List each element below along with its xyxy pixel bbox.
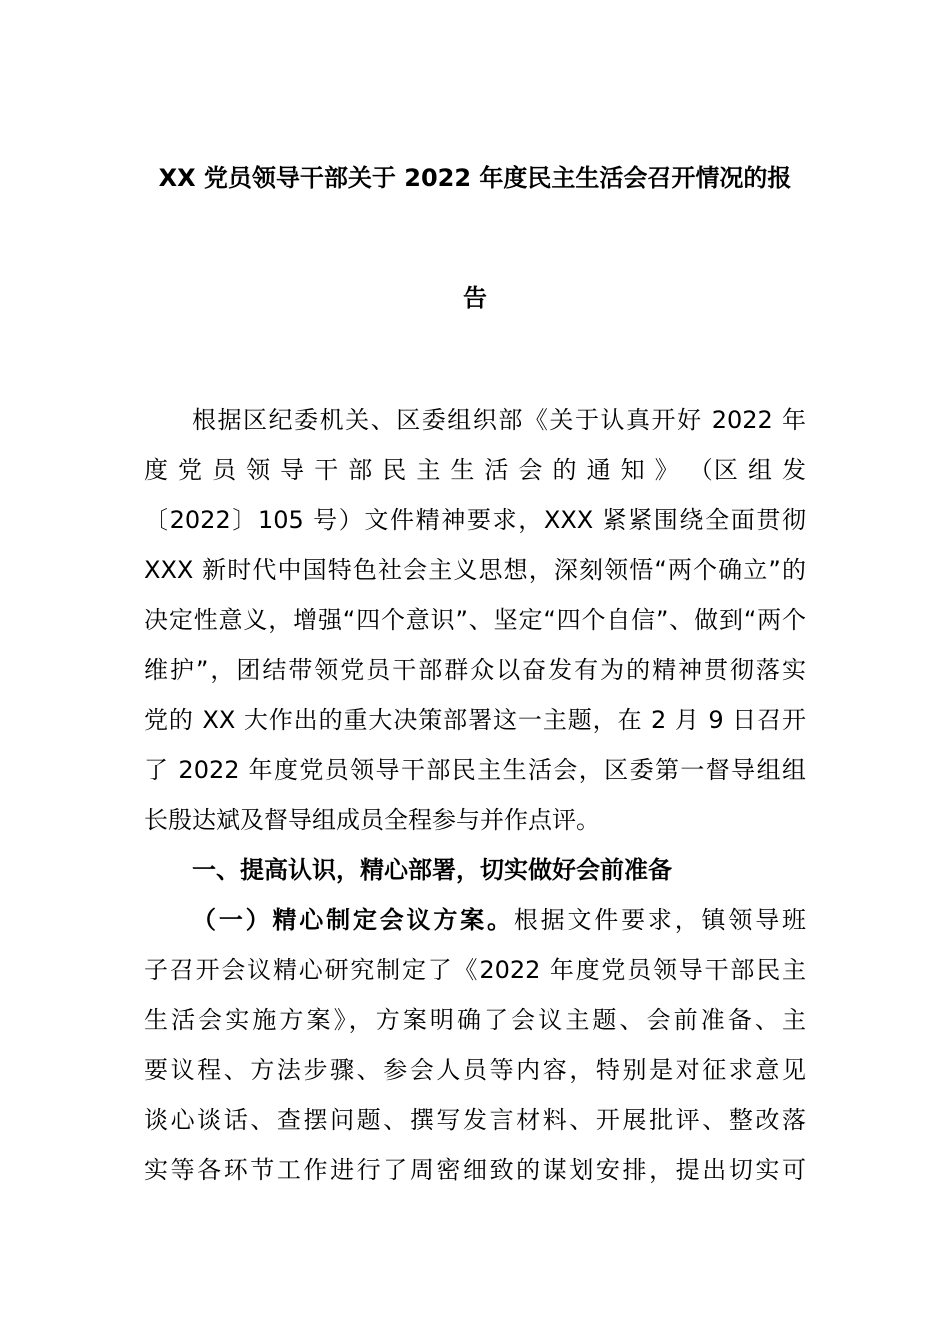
paragraph-2-line: 谈心谈话、查摆问题、撰写发言材料、开展批评、整改落	[144, 1106, 806, 1134]
paragraph-1-line: 长殷达斌及督导组成员全程参与并作点评。	[144, 806, 600, 834]
paragraph-2-line: 实等各环节工作进行了周密细致的谋划安排，提出切实可	[144, 1156, 806, 1184]
document-title-line-1: XX 党员领导干部关于 2022 年度民主生活会召开情况的报	[158, 164, 792, 192]
paragraph-1-line: 根据区纪委机关、区委组织部《关于认真开好 2022 年	[192, 406, 806, 434]
paragraph-2-line-text: 根据文件要求，镇领导班	[513, 906, 807, 934]
paragraph-2-first-line	[192, 904, 806, 936]
subsection-heading-1: （一）精心制定会议方案。	[192, 906, 514, 934]
paragraph-2-line: 子召开会议精心研究制定了《2022 年度党员领导干部民主	[144, 956, 806, 984]
paragraph-1-line: 了 2022 年度党员领导干部民主生活会，区委第一督导组组	[144, 756, 806, 784]
paragraph-1-line: 度 党 员 领 导 干 部 民 主 生 活 会 的 通 知 》 （区 组 发	[144, 456, 806, 484]
document-title-line-2: 告	[463, 284, 487, 312]
paragraph-2-line: 要议程、方法步骤、参会人员等内容，特别是对征求意见	[144, 1056, 806, 1084]
paragraph-1-line: 维护”，团结带领党员干部群众以奋发有为的精神贯彻落实	[144, 656, 806, 684]
paragraph-1-line: 决定性意义，增强“四个意识”、坚定“四个自信”、做到“两个	[144, 606, 806, 634]
paragraph-2-line: 生活会实施方案》，方案明确了会议主题、会前准备、主	[144, 1006, 806, 1034]
section-heading-1: 一、提高认识，精心部署，切实做好会前准备	[192, 856, 672, 884]
paragraph-1-line: XXX 新时代中国特色社会主义思想，深刻领悟“两个确立”的	[144, 556, 806, 584]
paragraph-1-line: 党的 XX 大作出的重大决策部署这一主题，在 2 月 9 日召开	[144, 706, 806, 734]
paragraph-1-line: 〔2022〕105 号）文件精神要求，XXX 紧紧围绕全面贯彻	[144, 506, 806, 534]
